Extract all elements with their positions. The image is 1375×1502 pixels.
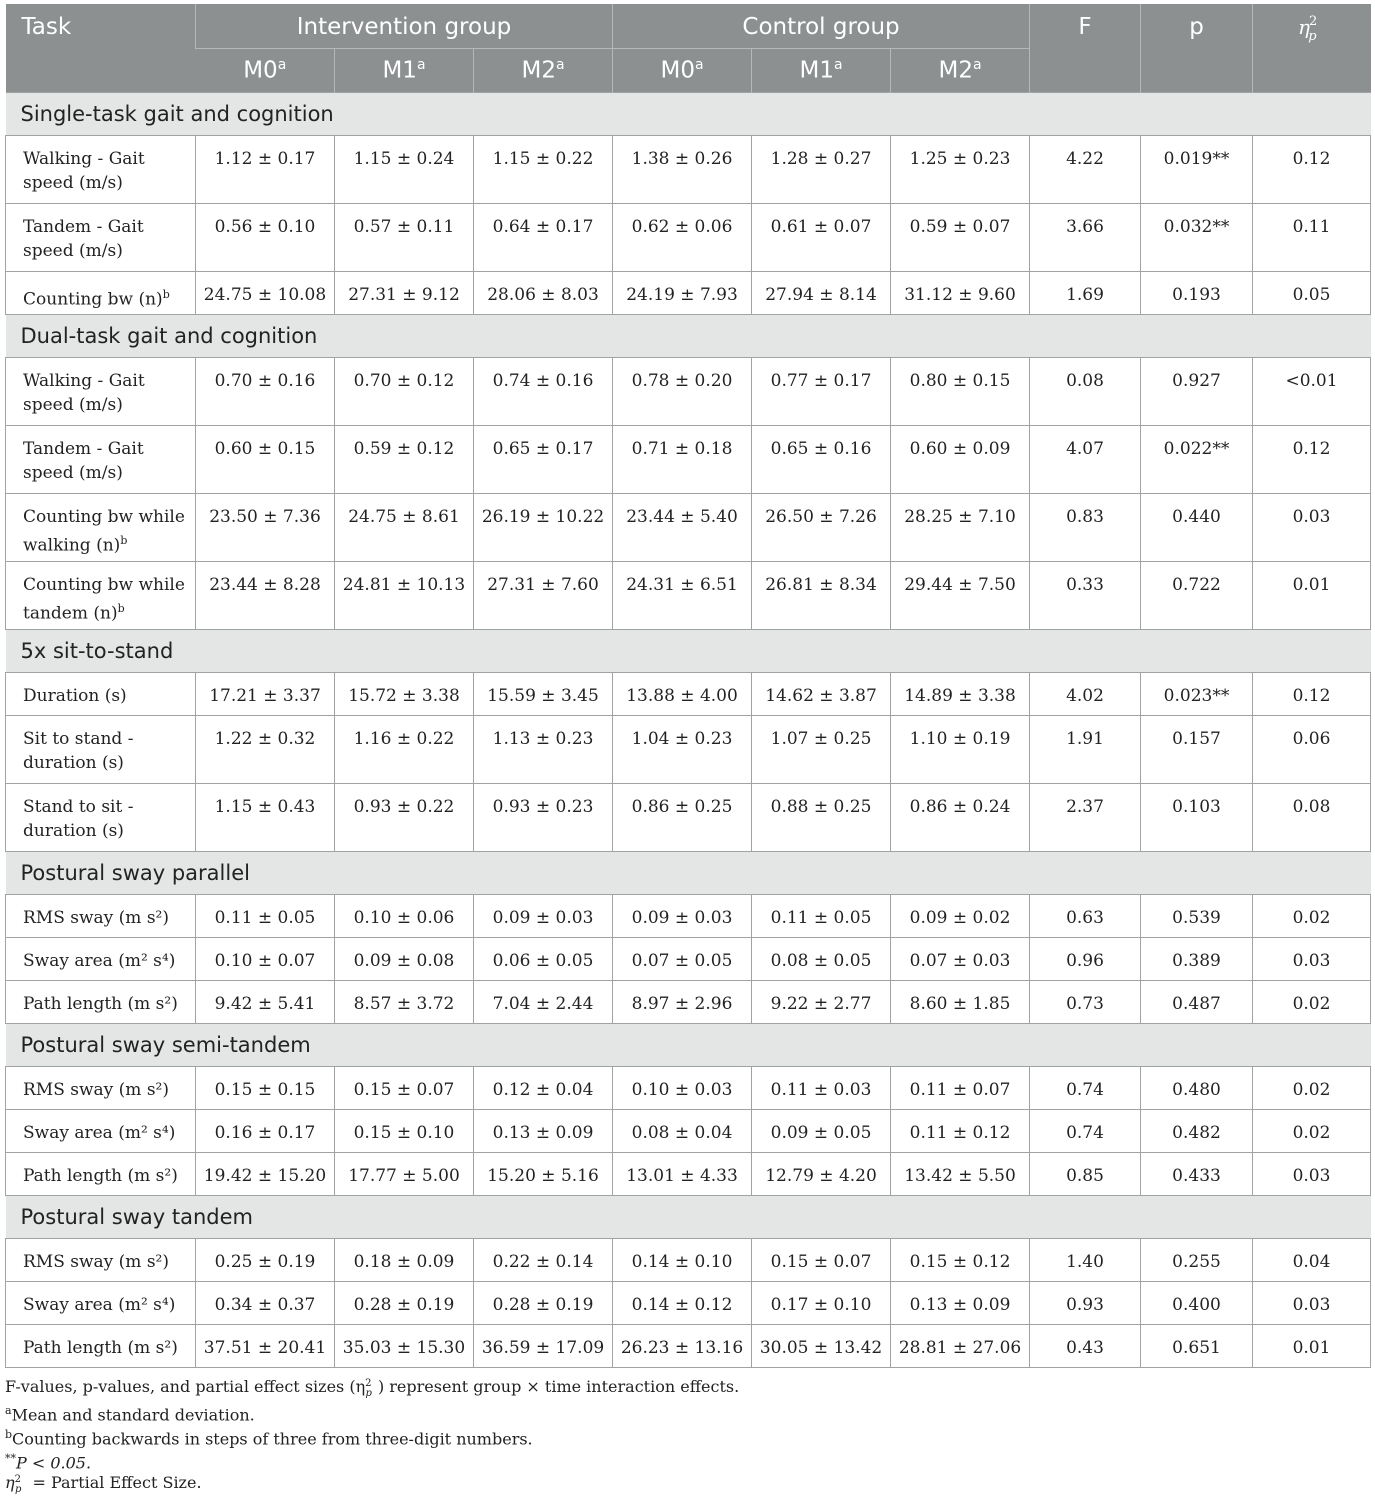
row-label-text: Path length (m s²) bbox=[23, 1165, 178, 1186]
footnote-eta-def-symbol: η bbox=[5, 1473, 15, 1492]
table-cell: 0.10 ± 0.06 bbox=[335, 894, 474, 937]
table-cell: 8.60 ± 1.85 bbox=[891, 980, 1030, 1023]
table-cell: 0.59 ± 0.12 bbox=[335, 425, 474, 493]
table-cell: 24.81 ± 10.13 bbox=[335, 561, 474, 629]
table-cell: 1.28 ± 0.27 bbox=[752, 135, 891, 203]
table-cell: 0.13 ± 0.09 bbox=[474, 1109, 613, 1152]
table-cell: 0.62 ± 0.06 bbox=[613, 203, 752, 271]
table-row bbox=[6, 715, 1371, 783]
row-label-text: Tandem - Gait speed (m/s) bbox=[23, 438, 144, 483]
table-cell: 17.21 ± 3.37 bbox=[196, 672, 335, 715]
table-cell: 0.07 ± 0.05 bbox=[613, 937, 752, 980]
cell-eta: 0.03 bbox=[1253, 1152, 1371, 1195]
table-row bbox=[6, 894, 1371, 937]
table-cell: 0.60 ± 0.15 bbox=[196, 425, 335, 493]
cell-eta: 0.05 bbox=[1253, 271, 1371, 314]
table-cell: 0.09 ± 0.08 bbox=[335, 937, 474, 980]
cell-eta: 0.03 bbox=[1253, 937, 1371, 980]
cell-p: 0.651 bbox=[1141, 1324, 1253, 1367]
table-row bbox=[6, 1109, 1371, 1152]
table-cell: 0.11 ± 0.07 bbox=[891, 1066, 1030, 1109]
row-label-text: Stand to sit - duration (s) bbox=[23, 796, 134, 841]
cell-p: 0.157 bbox=[1141, 715, 1253, 783]
row-label bbox=[6, 783, 196, 851]
cell-p: 0.023** bbox=[1141, 672, 1253, 715]
row-label-text: Sway area (m² s⁴) bbox=[23, 1122, 176, 1143]
section-title: Dual-task gait and cognition bbox=[6, 314, 1371, 357]
cell-p: 0.400 bbox=[1141, 1281, 1253, 1324]
row-label bbox=[6, 672, 196, 715]
section-header-row bbox=[6, 1023, 1371, 1066]
table-cell: 1.38 ± 0.26 bbox=[613, 135, 752, 203]
table-cell: 0.06 ± 0.05 bbox=[474, 937, 613, 980]
row-label bbox=[6, 561, 196, 629]
table-cell: 0.17 ± 0.10 bbox=[752, 1281, 891, 1324]
table-cell: 28.25 ± 7.10 bbox=[891, 493, 1030, 561]
cell-eta: 0.06 bbox=[1253, 715, 1371, 783]
table-row bbox=[6, 1066, 1371, 1109]
table-cell: 24.75 ± 10.08 bbox=[196, 271, 335, 314]
row-label bbox=[6, 1238, 196, 1281]
cell-p: 0.482 bbox=[1141, 1109, 1253, 1152]
footnote-interaction-tail: ) represent group × time interaction effects. bbox=[377, 1377, 740, 1396]
timepoint-label: M2 bbox=[938, 57, 973, 84]
timepoint-footnote-mark: a bbox=[277, 56, 287, 73]
header-control-m0 bbox=[613, 48, 752, 92]
cell-p: 0.389 bbox=[1141, 937, 1253, 980]
table-row bbox=[6, 783, 1371, 851]
row-label bbox=[6, 980, 196, 1023]
table-cell: 0.25 ± 0.19 bbox=[196, 1238, 335, 1281]
cell-p: 0.255 bbox=[1141, 1238, 1253, 1281]
table-cell: 31.12 ± 9.60 bbox=[891, 271, 1030, 314]
table-cell: 0.65 ± 0.17 bbox=[474, 425, 613, 493]
table-cell: 0.11 ± 0.03 bbox=[752, 1066, 891, 1109]
row-label bbox=[6, 1152, 196, 1195]
row-label-text: Duration (s) bbox=[23, 685, 127, 706]
row-label bbox=[6, 1324, 196, 1367]
header-eta-sub: p bbox=[1308, 29, 1317, 44]
table-cell: 0.56 ± 0.10 bbox=[196, 203, 335, 271]
row-label bbox=[6, 357, 196, 425]
cell-eta: 0.04 bbox=[1253, 1238, 1371, 1281]
table-cell: 0.77 ± 0.17 bbox=[752, 357, 891, 425]
table-cell: 27.31 ± 7.60 bbox=[474, 561, 613, 629]
header-intervention-m2 bbox=[474, 48, 613, 92]
section-header-row bbox=[6, 1195, 1371, 1238]
row-label bbox=[6, 135, 196, 203]
table-cell: 28.06 ± 8.03 bbox=[474, 271, 613, 314]
cell-f: 0.85 bbox=[1030, 1152, 1141, 1195]
table-cell: 0.18 ± 0.09 bbox=[335, 1238, 474, 1281]
results-table bbox=[5, 4, 1371, 1368]
section-header-row bbox=[6, 314, 1371, 357]
table-cell: 0.09 ± 0.03 bbox=[613, 894, 752, 937]
timepoint-footnote-mark: a bbox=[416, 56, 426, 73]
table-cell: 0.70 ± 0.12 bbox=[335, 357, 474, 425]
table-cell: 13.88 ± 4.00 bbox=[613, 672, 752, 715]
cell-f: 0.33 bbox=[1030, 561, 1141, 629]
table-cell: 0.16 ± 0.17 bbox=[196, 1109, 335, 1152]
cell-eta: 0.11 bbox=[1253, 203, 1371, 271]
cell-p: 0.927 bbox=[1141, 357, 1253, 425]
table-cell: 12.79 ± 4.20 bbox=[752, 1152, 891, 1195]
table-cell: 0.22 ± 0.14 bbox=[474, 1238, 613, 1281]
cell-p: 0.722 bbox=[1141, 561, 1253, 629]
table-cell: 26.50 ± 7.26 bbox=[752, 493, 891, 561]
cell-eta: 0.02 bbox=[1253, 894, 1371, 937]
row-label-text: RMS sway (m s²) bbox=[23, 1251, 170, 1272]
timepoint-label: M1 bbox=[382, 57, 417, 84]
cell-p: 0.103 bbox=[1141, 783, 1253, 851]
header-eta-symbol: η bbox=[1297, 15, 1310, 39]
timepoint-footnote-mark: a bbox=[555, 56, 565, 73]
cell-eta: 0.12 bbox=[1253, 425, 1371, 493]
table-cell: 0.08 ± 0.04 bbox=[613, 1109, 752, 1152]
row-label-text: Path length (m s²) bbox=[23, 993, 178, 1014]
section-header-row bbox=[6, 851, 1371, 894]
table-row bbox=[6, 1152, 1371, 1195]
cell-f: 0.93 bbox=[1030, 1281, 1141, 1324]
table-row bbox=[6, 1281, 1371, 1324]
table-row bbox=[6, 425, 1371, 493]
table-cell: 13.42 ± 5.50 bbox=[891, 1152, 1030, 1195]
table-cell: 8.97 ± 2.96 bbox=[613, 980, 752, 1023]
footnote-eta-def-sup: 2 bbox=[14, 1474, 21, 1485]
row-label-text: Sway area (m² s⁴) bbox=[23, 950, 176, 971]
row-label bbox=[6, 1281, 196, 1324]
table-row bbox=[6, 271, 1371, 314]
table-cell: 0.93 ± 0.23 bbox=[474, 783, 613, 851]
table-cell: 0.15 ± 0.15 bbox=[196, 1066, 335, 1109]
table-cell: 0.09 ± 0.03 bbox=[474, 894, 613, 937]
footnote-eta-sup: 2 bbox=[365, 1378, 372, 1389]
cell-f: 0.63 bbox=[1030, 894, 1141, 937]
table-cell: 0.10 ± 0.07 bbox=[196, 937, 335, 980]
cell-f: 0.96 bbox=[1030, 937, 1141, 980]
cell-p: 0.022** bbox=[1141, 425, 1253, 493]
table-cell: 15.59 ± 3.45 bbox=[474, 672, 613, 715]
row-label-text: Counting bw while tandem (n) bbox=[23, 574, 185, 624]
cell-p: 0.487 bbox=[1141, 980, 1253, 1023]
cell-p: 0.539 bbox=[1141, 894, 1253, 937]
table-cell: 0.14 ± 0.10 bbox=[613, 1238, 752, 1281]
row-label-text: Sway area (m² s⁴) bbox=[23, 1294, 176, 1315]
footnote-eta-definition bbox=[5, 1471, 1370, 1495]
row-label bbox=[6, 1066, 196, 1109]
footnotes bbox=[5, 1375, 1370, 1495]
table-row bbox=[6, 1324, 1371, 1367]
footnote-interaction bbox=[5, 1375, 1370, 1399]
row-label bbox=[6, 1109, 196, 1152]
table-cell: 9.22 ± 2.77 bbox=[752, 980, 891, 1023]
table-row bbox=[6, 1238, 1371, 1281]
table-cell: 0.93 ± 0.22 bbox=[335, 783, 474, 851]
table-cell: 1.07 ± 0.25 bbox=[752, 715, 891, 783]
row-label bbox=[6, 203, 196, 271]
row-label bbox=[6, 715, 196, 783]
header-control-m2 bbox=[891, 48, 1030, 92]
header-task: Task bbox=[6, 4, 196, 92]
table-cell: 27.94 ± 8.14 bbox=[752, 271, 891, 314]
table-cell: 0.74 ± 0.16 bbox=[474, 357, 613, 425]
header-eta bbox=[1253, 4, 1371, 92]
table-cell: 27.31 ± 9.12 bbox=[335, 271, 474, 314]
table-cell: 0.28 ± 0.19 bbox=[474, 1281, 613, 1324]
table-cell: 0.10 ± 0.03 bbox=[613, 1066, 752, 1109]
cell-eta: 0.12 bbox=[1253, 672, 1371, 715]
cell-p: 0.019** bbox=[1141, 135, 1253, 203]
cell-eta: 0.01 bbox=[1253, 561, 1371, 629]
footnote-interaction-text: F-values, p-values, and partial effect sizes (η bbox=[5, 1377, 366, 1396]
cell-p: 0.480 bbox=[1141, 1066, 1253, 1109]
table-cell: 28.81 ± 27.06 bbox=[891, 1324, 1030, 1367]
table-cell: 0.12 ± 0.04 bbox=[474, 1066, 613, 1109]
table-cell: 1.12 ± 0.17 bbox=[196, 135, 335, 203]
table-cell: 1.04 ± 0.23 bbox=[613, 715, 752, 783]
header-control-group: Control group bbox=[613, 4, 1030, 48]
section-title: Postural sway semi-tandem bbox=[6, 1023, 1371, 1066]
table-cell: 0.61 ± 0.07 bbox=[752, 203, 891, 271]
cell-eta: 0.03 bbox=[1253, 1281, 1371, 1324]
table-cell: 7.04 ± 2.44 bbox=[474, 980, 613, 1023]
section-header-row bbox=[6, 92, 1371, 135]
table-cell: 9.42 ± 5.41 bbox=[196, 980, 335, 1023]
table-cell: 14.89 ± 3.38 bbox=[891, 672, 1030, 715]
cell-eta: <0.01 bbox=[1253, 357, 1371, 425]
row-label-text: Tandem - Gait speed (m/s) bbox=[23, 216, 144, 261]
cell-f: 0.83 bbox=[1030, 493, 1141, 561]
cell-p: 0.433 bbox=[1141, 1152, 1253, 1195]
cell-f: 1.69 bbox=[1030, 271, 1141, 314]
table-cell: 0.15 ± 0.12 bbox=[891, 1238, 1030, 1281]
timepoint-footnote-mark: a bbox=[833, 56, 843, 73]
row-label-text: Walking - Gait speed (m/s) bbox=[23, 148, 145, 193]
footnote-eta-def-sub: p bbox=[14, 1484, 22, 1495]
header-intervention-m1 bbox=[335, 48, 474, 92]
cell-f: 2.37 bbox=[1030, 783, 1141, 851]
table-cell: 35.03 ± 15.30 bbox=[335, 1324, 474, 1367]
cell-eta: 0.12 bbox=[1253, 135, 1371, 203]
row-label bbox=[6, 894, 196, 937]
table-cell: 0.88 ± 0.25 bbox=[752, 783, 891, 851]
footnote-a-text: Mean and standard deviation. bbox=[11, 1405, 255, 1425]
cell-f: 4.07 bbox=[1030, 425, 1141, 493]
table-cell: 0.09 ± 0.05 bbox=[752, 1109, 891, 1152]
header-eta-sup: 2 bbox=[1308, 14, 1318, 29]
row-label-text: Counting bw (n) bbox=[23, 289, 163, 310]
table-cell: 0.15 ± 0.07 bbox=[752, 1238, 891, 1281]
row-label bbox=[6, 493, 196, 561]
table-cell: 0.15 ± 0.10 bbox=[335, 1109, 474, 1152]
header-intervention-group: Intervention group bbox=[196, 4, 613, 48]
cell-eta: 0.02 bbox=[1253, 1066, 1371, 1109]
table-cell: 0.57 ± 0.11 bbox=[335, 203, 474, 271]
cell-f: 4.02 bbox=[1030, 672, 1141, 715]
row-label bbox=[6, 271, 196, 314]
cell-eta: 0.02 bbox=[1253, 1109, 1371, 1152]
table-row bbox=[6, 561, 1371, 629]
section-title: Postural sway tandem bbox=[6, 1195, 1371, 1238]
table-cell: 0.86 ± 0.24 bbox=[891, 783, 1030, 851]
table-cell: 23.50 ± 7.36 bbox=[196, 493, 335, 561]
table-cell: 13.01 ± 4.33 bbox=[613, 1152, 752, 1195]
row-label-footnote-mark: b bbox=[162, 287, 170, 301]
footnote-a-mark: a bbox=[5, 1404, 12, 1417]
table-body bbox=[6, 92, 1371, 1367]
header-intervention-m0 bbox=[196, 48, 335, 92]
table-cell: 0.14 ± 0.12 bbox=[613, 1281, 752, 1324]
table-cell: 26.19 ± 10.22 bbox=[474, 493, 613, 561]
table-cell: 1.25 ± 0.23 bbox=[891, 135, 1030, 203]
table-cell: 23.44 ± 8.28 bbox=[196, 561, 335, 629]
footnote-eta-def-text: = Partial Effect Size. bbox=[32, 1473, 202, 1492]
row-label-text: Counting bw while walking (n) bbox=[23, 506, 185, 556]
cell-f: 0.73 bbox=[1030, 980, 1141, 1023]
table-cell: 24.31 ± 6.51 bbox=[613, 561, 752, 629]
section-title: Single-task gait and cognition bbox=[6, 92, 1371, 135]
cell-p: 0.193 bbox=[1141, 271, 1253, 314]
cell-f: 1.40 bbox=[1030, 1238, 1141, 1281]
table-cell: 8.57 ± 3.72 bbox=[335, 980, 474, 1023]
table-cell: 1.16 ± 0.22 bbox=[335, 715, 474, 783]
table-cell: 0.65 ± 0.16 bbox=[752, 425, 891, 493]
cell-f: 0.08 bbox=[1030, 357, 1141, 425]
table-row bbox=[6, 203, 1371, 271]
table-cell: 0.80 ± 0.15 bbox=[891, 357, 1030, 425]
cell-f: 4.22 bbox=[1030, 135, 1141, 203]
table-row bbox=[6, 672, 1371, 715]
table-cell: 1.13 ± 0.23 bbox=[474, 715, 613, 783]
section-header-row bbox=[6, 629, 1371, 672]
timepoint-footnote-mark: a bbox=[694, 56, 704, 73]
table-cell: 0.09 ± 0.02 bbox=[891, 894, 1030, 937]
timepoint-footnote-mark: a bbox=[972, 56, 982, 73]
table-cell: 0.60 ± 0.09 bbox=[891, 425, 1030, 493]
table-cell: 29.44 ± 7.50 bbox=[891, 561, 1030, 629]
cell-f: 0.74 bbox=[1030, 1066, 1141, 1109]
section-title: Postural sway parallel bbox=[6, 851, 1371, 894]
table-row bbox=[6, 493, 1371, 561]
timepoint-label: M0 bbox=[660, 57, 695, 84]
row-label-text: Path length (m s²) bbox=[23, 1337, 178, 1358]
table-cell: 0.34 ± 0.37 bbox=[196, 1281, 335, 1324]
row-label bbox=[6, 425, 196, 493]
table-cell: 0.78 ± 0.20 bbox=[613, 357, 752, 425]
footnote-eta-sub: p bbox=[365, 1388, 372, 1399]
table-cell: 0.08 ± 0.05 bbox=[752, 937, 891, 980]
cell-eta: 0.03 bbox=[1253, 493, 1371, 561]
row-label-text: Walking - Gait speed (m/s) bbox=[23, 370, 145, 415]
cell-eta: 0.08 bbox=[1253, 783, 1371, 851]
table-cell: 1.15 ± 0.24 bbox=[335, 135, 474, 203]
row-label-text: RMS sway (m s²) bbox=[23, 1079, 170, 1100]
footnote-a bbox=[5, 1399, 1370, 1423]
table-row bbox=[6, 135, 1371, 203]
row-label-footnote-mark: b bbox=[117, 601, 125, 615]
header-control-m1 bbox=[752, 48, 891, 92]
table-cell: 1.10 ± 0.19 bbox=[891, 715, 1030, 783]
table-cell: 15.72 ± 3.38 bbox=[335, 672, 474, 715]
cell-f: 0.43 bbox=[1030, 1324, 1141, 1367]
row-label-text: RMS sway (m s²) bbox=[23, 907, 170, 928]
cell-p: 0.440 bbox=[1141, 493, 1253, 561]
table-cell: 26.23 ± 13.16 bbox=[613, 1324, 752, 1367]
table-cell: 0.15 ± 0.07 bbox=[335, 1066, 474, 1109]
table-cell: 0.07 ± 0.03 bbox=[891, 937, 1030, 980]
table-cell: 0.86 ± 0.25 bbox=[613, 783, 752, 851]
row-label-text: Sit to stand - duration (s) bbox=[23, 728, 134, 773]
table-cell: 0.11 ± 0.05 bbox=[752, 894, 891, 937]
table-cell: 37.51 ± 20.41 bbox=[196, 1324, 335, 1367]
results-table-container bbox=[5, 4, 1370, 1368]
cell-f: 3.66 bbox=[1030, 203, 1141, 271]
footnote-sig-mark: ** bbox=[5, 1452, 16, 1465]
table-cell: 19.42 ± 15.20 bbox=[196, 1152, 335, 1195]
cell-p: 0.032** bbox=[1141, 203, 1253, 271]
footnote-b bbox=[5, 1423, 1370, 1447]
table-cell: 26.81 ± 8.34 bbox=[752, 561, 891, 629]
table-cell: 0.11 ± 0.12 bbox=[891, 1109, 1030, 1152]
row-label-footnote-mark: b bbox=[120, 533, 128, 547]
table-cell: 23.44 ± 5.40 bbox=[613, 493, 752, 561]
footnote-sig-text: P < 0.05. bbox=[16, 1453, 92, 1473]
table-cell: 15.20 ± 5.16 bbox=[474, 1152, 613, 1195]
table-cell: 30.05 ± 13.42 bbox=[752, 1324, 891, 1367]
table-cell: 0.28 ± 0.19 bbox=[335, 1281, 474, 1324]
table-cell: 0.13 ± 0.09 bbox=[891, 1281, 1030, 1324]
cell-f: 0.74 bbox=[1030, 1109, 1141, 1152]
table-row bbox=[6, 937, 1371, 980]
footnote-b-mark: b bbox=[5, 1428, 13, 1441]
table-cell: 24.19 ± 7.93 bbox=[613, 271, 752, 314]
header-f: F bbox=[1030, 4, 1141, 92]
table-cell: 0.70 ± 0.16 bbox=[196, 357, 335, 425]
table-cell: 24.75 ± 8.61 bbox=[335, 493, 474, 561]
timepoint-label: M2 bbox=[521, 57, 556, 84]
footnote-b-text: Counting backwards in steps of three from three-digit numbers. bbox=[12, 1429, 533, 1449]
table-cell: 36.59 ± 17.09 bbox=[474, 1324, 613, 1367]
table-cell: 17.77 ± 5.00 bbox=[335, 1152, 474, 1195]
table-row bbox=[6, 980, 1371, 1023]
table-cell: 0.64 ± 0.17 bbox=[474, 203, 613, 271]
table-row bbox=[6, 357, 1371, 425]
cell-f: 1.91 bbox=[1030, 715, 1141, 783]
table-cell: 0.71 ± 0.18 bbox=[613, 425, 752, 493]
footnote-significance bbox=[5, 1447, 1370, 1471]
table-header bbox=[6, 4, 1371, 92]
header-p: p bbox=[1141, 4, 1253, 92]
cell-eta: 0.02 bbox=[1253, 980, 1371, 1023]
table-cell: 1.22 ± 0.32 bbox=[196, 715, 335, 783]
table-cell: 1.15 ± 0.22 bbox=[474, 135, 613, 203]
timepoint-label: M1 bbox=[799, 57, 834, 84]
timepoint-label: M0 bbox=[243, 57, 278, 84]
table-cell: 0.59 ± 0.07 bbox=[891, 203, 1030, 271]
table-cell: 1.15 ± 0.43 bbox=[196, 783, 335, 851]
section-title: 5x sit-to-stand bbox=[6, 629, 1371, 672]
table-cell: 14.62 ± 3.87 bbox=[752, 672, 891, 715]
cell-eta: 0.01 bbox=[1253, 1324, 1371, 1367]
table-cell: 0.11 ± 0.05 bbox=[196, 894, 335, 937]
row-label bbox=[6, 937, 196, 980]
